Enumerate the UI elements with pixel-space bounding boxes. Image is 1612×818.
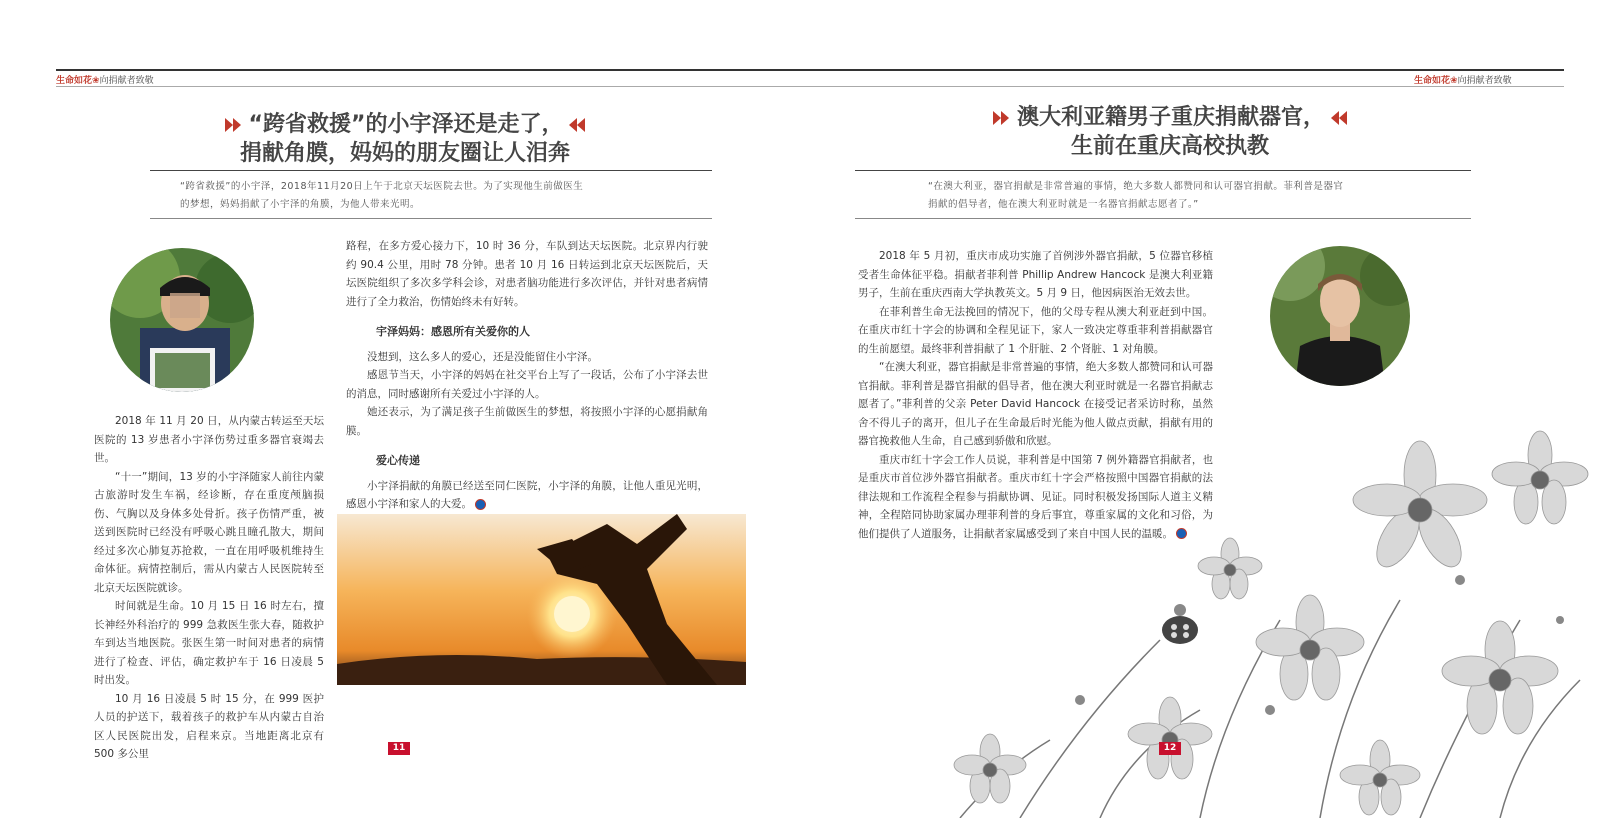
arrow-right-icon — [1001, 111, 1009, 125]
right-article-title: 澳大利亚籍男子重庆捐献器官， 生前在重庆高校执教 — [930, 103, 1410, 161]
right-body: 2018 年 5 月初，重庆市成功实施了首例涉外器官捐献，5 位器官移植受者生命体征平稳。捐献者菲利普 Phillip Andrew Hancock 是澳大利亚籍男子，生前在重庆西南大学执教英文。5 月 9 日，他因病医治无效去世。 在菲利普生命无法挽回的情况下，他的父母专程从澳大利亚赶到中国。在重庆市红十字会的协调和全程见证下，家人一致决定尊重菲利普捐献器官的生前愿望。最终菲利普捐献了 1 个肝脏、2 个肾脏、1 对角膜。 “在澳大利亚，器官捐献是非常普遍的事情，绝大多数人都赞同和认可器官捐献。菲利普是器官捐献的倡导者，他在澳大利亚时就是一名器官捐献志愿者了。”菲利普的父亲 Peter David Hancock 在接受记者采访时称，虽然舍不得儿子的离开，但儿子在生命最后时光能为他人做点贡献，捐献有用的器官挽救他人生命，自己感到骄傲和欣慰。 重庆市红十字会工作人员说，菲利普是中国第 7 例外籍器官捐献者，也是重庆市首位涉外器官捐献者。重庆市红十字会严格按照中国器官捐献的法律法规和工作流程全程参与捐献协调、见证。同时积极发扬国际人道主义精神，全程陪同协助家属办理菲利普的身后事宜，尊重家属的文化和习俗，为他们提供了人道服务，让捐献者家属感受到了来自中国人民的温暖。 — [858, 250, 1213, 540]
left-lead-text: “跨省救援”的小宇泽，2018年11月20日上午于北京天坛医院去世。为了实现他生前做医生 的梦想，妈妈捐献了小宇泽的角膜，为他人带来光明。 — [180, 181, 584, 210]
arrow-left-icon — [1331, 111, 1339, 125]
right-lead-text: “在澳大利亚，器官捐献是非常普遍的事情，绝大多数人都赞同和认可器官捐献。菲利普是器官 捐献的倡导者，他在澳大利亚时就是一名器官捐献志愿者了。” — [928, 181, 1344, 210]
left-lead-rule — [150, 218, 712, 219]
header-top-rule — [56, 69, 1564, 71]
subheading-love: 爱心传递 — [376, 454, 420, 467]
running-header-right: 生命如花❀向捐献者致敬 — [1414, 76, 1512, 86]
arrow-left-icon — [577, 118, 585, 132]
subheading-mother: 宇泽妈妈：感恩所有关爱你的人 — [376, 325, 530, 338]
left-title-rule — [150, 170, 712, 171]
left-col2-body: 路程，在多方爱心接力下，10 时 36 分，车队到达天坛医院。北京界内行驶约 90.4 公里，用时 78 分钟。患者 10 月 16 日转运到北京天坛医院后，天坛医院组织了多次多学科会诊，对患者脑功能进行多次评估，并针对患者病情进行了全力救治，伤情始终未有好转。 宇泽妈妈：感恩所有关爱你的人 没想到，这么多人的爱心，还是没能留住小宇泽。 感恩节当天，小宇泽的妈妈在社交平台上写了一段话，公布了小宇泽去世的消息，同时感谢所有关爱过小宇泽的人。 她还表示，为了满足孩子生前做医生的梦想，将按照小宇泽的心愿捐献角膜。 爱心传递 小宇泽捐献的角膜已经送至同仁医院，小宇泽的角膜，让他人重见光明，感恩小宇泽和家人的大爱。 — [346, 240, 708, 510]
header-bottom-rule — [56, 86, 1564, 87]
page-number-left: 11 — [388, 742, 410, 755]
arrow-right-icon — [993, 111, 1001, 125]
sunset-hands-photo — [337, 514, 746, 685]
ladybug-icon — [1162, 616, 1198, 644]
arrow-left-icon — [569, 118, 577, 132]
decorative-flowers-image — [900, 420, 1612, 818]
left-col1-body: 2018 年 11 月 20 日，从内蒙古转运至天坛医院的 13 岁患者小宇泽伤势过重多器官衰竭去世。 “十一”期间，13 岁的小宇泽随家人前往内蒙古旅游时发生车祸，经诊断，存在重度颅脑损伤、气胸以及身体多处骨折。孩子伤情严重，被送到医院时已经没有呼吸心跳且瞳孔散大，期间经过多次心肺复苏抢救，一直在用呼吸机维持生命体征。病情控制后，需从内蒙古人民医院转至北京天坛医院就诊。 时间就是生命。10 月 15 日 16 时左右，擅长神经外科治疗的 999 急救医生张大春，随救护车到达当地医院。张医生第一时间对患者的病情进行了检查、评估，确定救护车于 16 日凌晨 5 时出发。 10 月 16 日凌晨 5 时 15 分，在 999 医护人员的护送下，载着孩子的救护车从内蒙古自治区人民医院出发，启程来京。当地距离北京有 500 多公里 — [94, 415, 324, 760]
end-mark-icon — [475, 499, 486, 510]
boy-portrait-photo — [110, 248, 255, 393]
arrow-left-icon — [1339, 111, 1347, 125]
running-header-left: 生命如花❀向捐献者致敬 — [56, 76, 154, 86]
man-portrait-photo — [1270, 246, 1410, 386]
right-lead-rule — [855, 218, 1471, 219]
arrow-right-icon — [233, 118, 241, 132]
right-title-rule — [855, 170, 1471, 171]
arrow-right-icon — [225, 118, 233, 132]
page-number-right: 12 — [1159, 742, 1181, 755]
left-article-title: “跨省救援”的小宇泽还是走了， 捐献角膜，妈妈的朋友圈让人泪奔 — [150, 110, 660, 168]
